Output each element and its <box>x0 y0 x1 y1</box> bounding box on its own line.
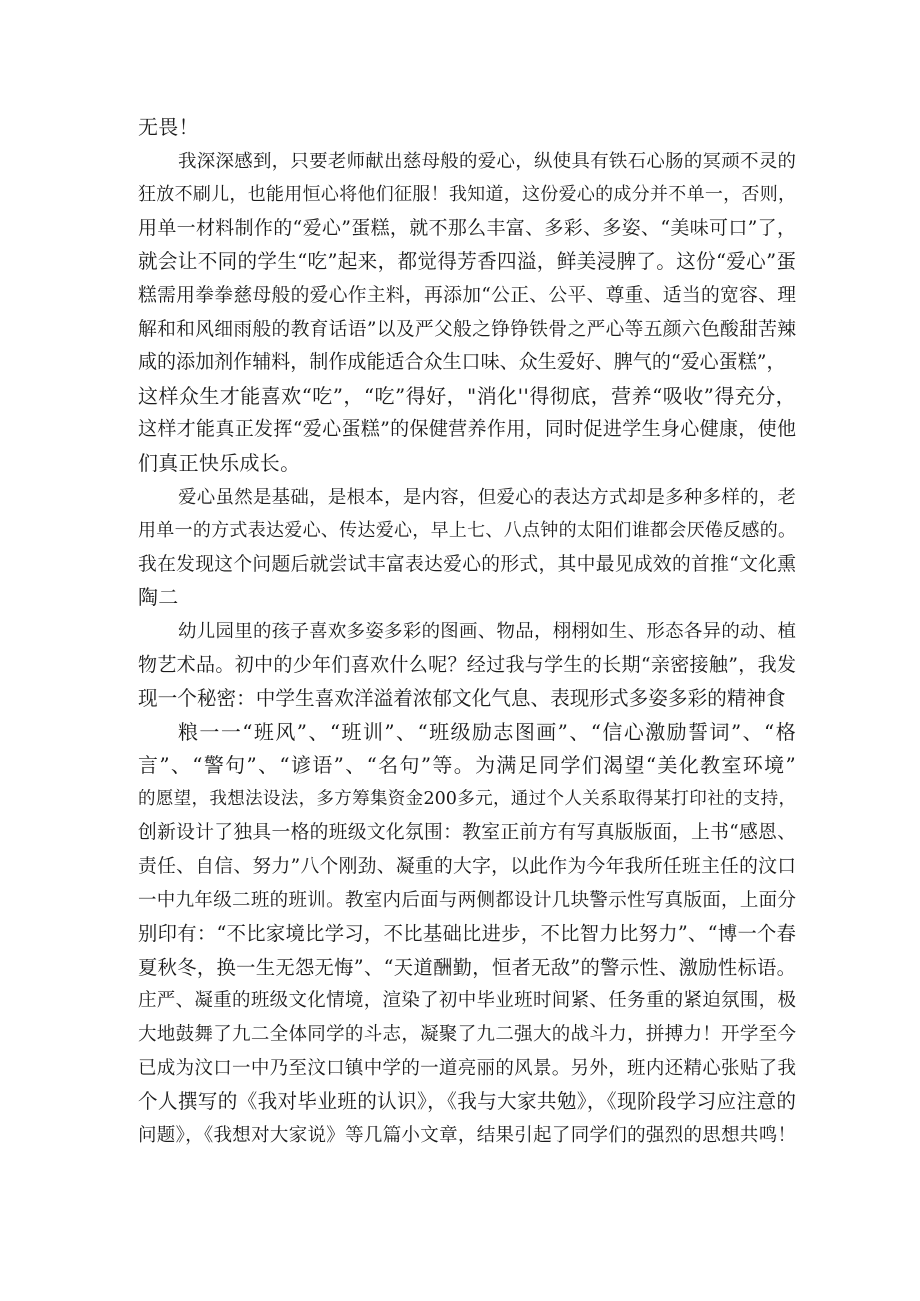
text-line: 用单一材料制作的“爱心”蛋糕，就不那么丰富、多彩、多姿、“美味可口”了， <box>138 216 796 239</box>
text-line: 我深深感到，只要老师献出慈母般的爱心，纵使具有铁石心肠的冥顽不灵的 <box>178 150 796 172</box>
text-line: 一中九年级二班的班训。教室内后面与两侧都设计几块警示性写真版面，上面分 <box>138 889 796 911</box>
text-line: 无畏！ <box>138 115 199 139</box>
text-line: 狂放不刷儿，也能用恒心将他们征服！我知道，这份爱心的成分并不单一，否则， <box>138 184 796 206</box>
text-line: 个人撰写的《我对毕业班的认识》，《我与大家共勉》，《现阶段学习应注意的 <box>138 1090 796 1114</box>
text-line: 用单一的方式表达爱心、传达爱心，早上七、八点钟的太阳们谁都会厌倦反感的。 <box>138 520 796 542</box>
text-line: 创新设计了独具一格的班级文化氛围：教室正前方有写真版版面，上书“感恩、 <box>138 822 796 844</box>
text-line: 爱心虽然是基础，是根本，是内容，但爱心的表达方式却是多种多样的，老 <box>178 486 796 508</box>
text-line: 大地鼓舞了九二全体同学的斗志，凝聚了九二强大的战斗力，拼搏力！开学至今 <box>138 1024 796 1046</box>
text-line: 庄严、凝重的班级文化情境，渲染了初中毕业班时间紧、任务重的紧迫氛围，极 <box>138 990 796 1012</box>
text-line: 们真正快乐成长。 <box>138 450 301 475</box>
text-line: 粮一一“班风”、“班训”、“班级励志图画”、“信心激励誓词”、“格 <box>178 719 796 744</box>
text-line: 解和和风细雨般的教育话语”以及严父般之铮铮铁骨之严心等五颜六色酸甜苦辣 <box>138 318 796 340</box>
text-line: 的愿望，我想法设法，多方筹集资金200多元，通过个人关系取得某打印社的支持， <box>138 788 796 809</box>
text-line: 问题》，《我想对大家说》等几篇小文章，结果引起了同学们的强烈的思想共鸣！ <box>138 1124 796 1146</box>
text-line: 就会让不同的学生“吃”起来，都觉得芳香四溢，鲜美浸脾了。这份“爱心”蛋 <box>138 250 796 274</box>
text-line: 现一个秘密：中学生喜欢洋溢着浓郁文化气息、表现形式多姿多彩的精神食 <box>138 687 786 711</box>
text-line: 这样众生才能喜欢“吃”，“吃”得好，"消化''得彻底，营养“吸收”得充分， <box>138 383 796 408</box>
text-line: 责任、自信、努力”八个刚劲、凝重的大字，以此作为今年我所任班主任的汶口 <box>138 856 796 878</box>
text-line: 糕需用拳拳慈母般的爱心作主料，再添加“公正、公平、尊重、适当的宽容、理 <box>138 284 796 306</box>
document-body <box>138 111 796 1152</box>
text-line: 我在发现这个问题后就尝试丰富表达爱心的形式，其中最见成效的首推“文化熏 <box>138 553 796 575</box>
text-line: 别印有：“不比家境比学习，不比基础比进步，不比智力比努力”、“博一个春 <box>138 922 796 946</box>
text-line: 咸的添加剂作辅料，制作成能适合众生口味、众生爱好、脾气的“爱心蛋糕”， <box>138 351 786 374</box>
text-line: 这样才能真正发挥“爱心蛋糕”的保健营养作用，同时促进学生身心健康，使他 <box>138 418 796 441</box>
text-line: 已成为汶口一中乃至汶口镇中学的一道亮丽的风景。另外，班内还精心张贴了我 <box>138 1057 796 1079</box>
text-line: 言”、“警句”、“谚语”、“名句”等。为满足同学们渴望“美化教室环境” <box>138 753 796 778</box>
text-line: 物艺术品。初中的少年们喜欢什么呢？经过我与学生的长期“亲密接触”，我发 <box>138 653 796 676</box>
text-line: 幼儿园里的孩子喜欢多姿多彩的图画、物品，栩栩如生、形态各异的动、植 <box>178 620 796 642</box>
text-line: 陶二 <box>138 585 179 610</box>
text-line: 夏秋冬，换一生无怨无悔”、“天道酬勤，恒者无敌”的警示性、激励性标语。 <box>138 955 796 979</box>
